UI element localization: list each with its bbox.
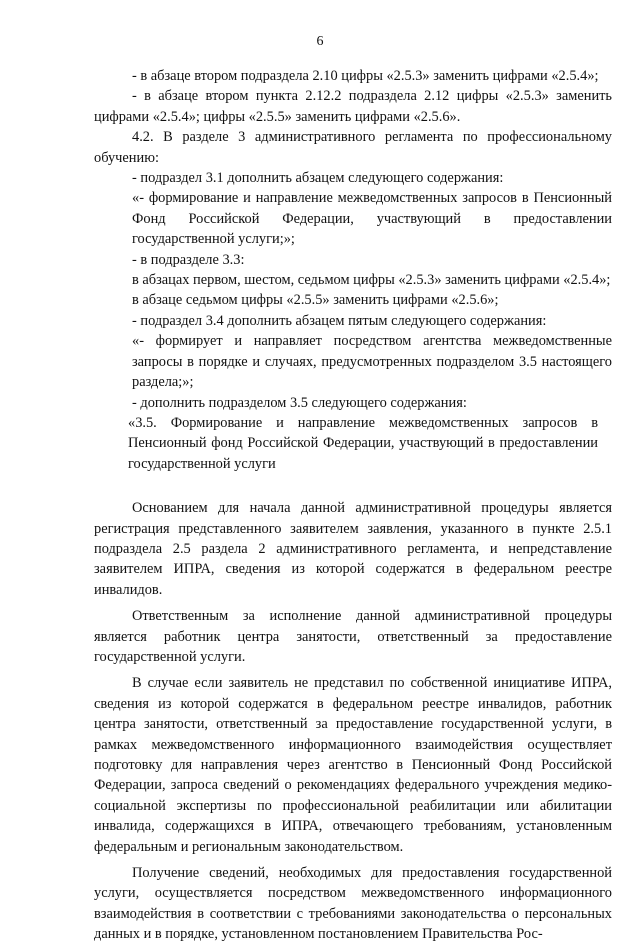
paragraph: В случае если заявитель не представил по собственной инициативе ИПРА, сведения из которой содержатся в федеральном реестре инвалидов, работник центра занятости, ответственный за предоставление государственной услуги, в рамках межведомственного информационного взаимодействия осуществляет подготовку для направления через агентство в Пенсионный Фонд Российской Федерации, запроса сведений о рекомендациях федерального учреждения медико-социальной экспертизы по профессиональной реабилитации или абилитации инвалида, содержащихся в ИПРА, отвечающего требованиям, установленным федеральным и региональным законодательством. xyxy=(94,675,612,855)
paragraph: в абзацах первом, шестом, седьмом цифры «2.5.3» заменить цифрами «2.5.4»; xyxy=(132,272,611,289)
paragraph: - подраздел 3.1 дополнить абзацем следующего содержания: xyxy=(132,170,504,187)
paragraph: Получение сведений, необходимых для предоставления государственной услуги, осуществляется посредством межведомственного информационного взаимодействия в соответствии с требованиями законодательства о персональных данных и в порядке, установленном постановлением Правительства Рос- xyxy=(94,865,612,943)
paragraph: - в подразделе 3.3: xyxy=(132,251,245,268)
document-body xyxy=(94,66,612,945)
paragraph: 4.2. В разделе 3 административного регламента по профессиональному обучению: xyxy=(94,129,612,166)
page-number: 6 xyxy=(316,34,324,49)
paragraph: в абзаце седьмом цифры «2.5.5» заменить цифрами «2.5.6»; xyxy=(132,292,499,309)
paragraph: «- формирует и направляет посредством агентства межведомственные запросы в порядке и случаях, предусмотренных подразделом 3.5 настоящего раздела;»; xyxy=(132,333,612,391)
paragraph: Ответственным за исполнение данной административной процедуры является работник центра занятости, ответственный за предоставление государственной услуги. xyxy=(94,608,612,665)
paragraph: «- формирование и направление межведомственных запросов в Пенсионный Фонд Российской Федерации, участвующий в предоставлении государственной услуги;»; xyxy=(132,190,612,248)
section-heading: «3.5. Формирование и направление межведомственных запросов в Пенсионный фонд Российской Федерации, участвующий в предоставлении государственной услуги xyxy=(128,414,598,472)
paragraph: - дополнить подразделом 3.5 следующего содержания: xyxy=(132,394,467,411)
paragraph: - в абзаце втором подраздела 2.10 цифры «2.5.3» заменить цифрами «2.5.4»; xyxy=(132,68,599,84)
paragraph: - подраздел 3.4 дополнить абзацем пятым следующего содержания: xyxy=(132,312,547,329)
paragraph: Основанием для начала данной административной процедуры является регистрация представленного заявителем заявления, указанного в пункте 2.5.1 подраздела 2.5 раздела 2 административного регламента, и непредставление заявителем ИПРА, сведения из которой содержатся в федеральном реестре инвалидов. xyxy=(94,500,612,598)
paragraph: - в абзаце втором пункта 2.12.2 подраздела 2.12 цифры «2.5.3» заменить цифрами «2.5.4»; цифры «2.5.5» заменить цифрами «2.5.6». xyxy=(94,88,612,125)
